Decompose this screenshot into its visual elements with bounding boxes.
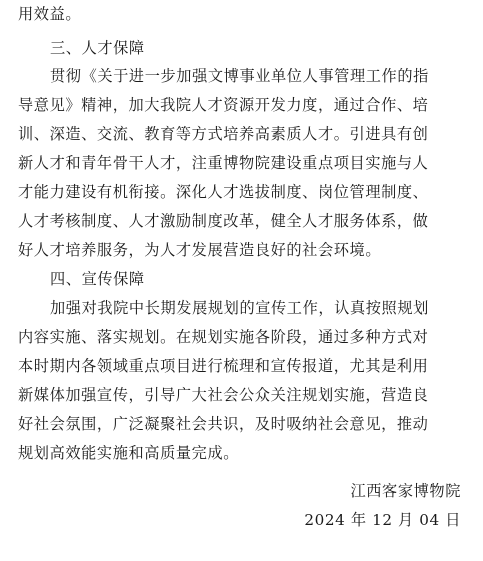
section-heading-talent: 三、人才保障: [50, 39, 145, 57]
text-line: 加强对我院中长期发展规划的宣传工作，认真按照规划: [50, 299, 429, 317]
text-line: 规划高效能实施和高质量完成。: [18, 444, 240, 462]
text-line: 贯彻《关于进一步加强文博事业单位人事管理工作的指: [50, 67, 429, 85]
text-line: 新媒体加强宣传，引导广大社会公众关注规划实施，营造良: [18, 386, 429, 404]
text-line: 好社会氛围，广泛凝聚社会共识，及时吸纳社会意见，推动: [18, 415, 429, 433]
text-line: 人才考核制度、人才激励制度改革，健全人才服务体系，做: [18, 212, 429, 230]
text-line: 内容实施、落实规划。在规划实施各阶段，通过多种方式对: [18, 328, 429, 346]
text-line: 新人才和青年骨干人才，注重博物院建设重点项目实施与人: [18, 154, 429, 172]
text-line: 好人才培养服务，为人才发展营造良好的社会环境。: [18, 241, 382, 259]
text-line: 才能力建设有机衔接。深化人才选拔制度、岗位管理制度、: [18, 183, 429, 201]
text-line-continuation: 用效益。: [18, 5, 82, 23]
text-line: 训、深造、交流、教育等方式培养高素质人才。引进具有创: [18, 125, 429, 143]
signature-organization: 江西客家博物院: [350, 482, 461, 500]
text-line: 本时期内各领域重点项目进行梳理和宣传报道，尤其是利用: [18, 357, 429, 375]
text-line: 导意见》精神，加大我院人才资源开发力度，通过合作、培: [18, 96, 429, 114]
section-heading-publicity: 四、宣传保障: [50, 270, 145, 288]
signature-date: 2024 年 12 月 04 日: [304, 511, 461, 529]
